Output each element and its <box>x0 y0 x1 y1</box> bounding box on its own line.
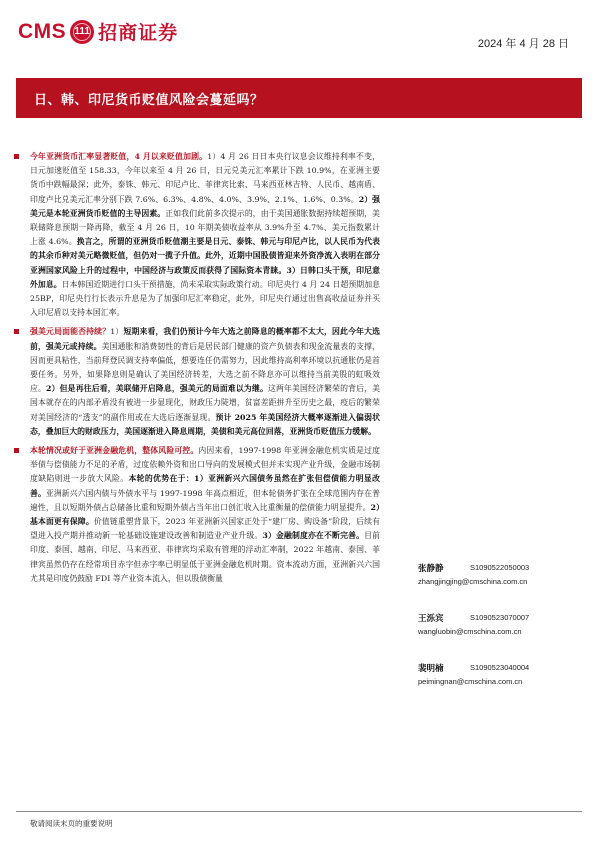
analyst-name: 张静静 <box>418 564 444 574</box>
analyst-name: 裴明楠 <box>418 664 444 674</box>
body-text: 内因来看，1997-1998 年亚洲金融危机实质是过度举债与偿债能力不足的矛盾，过度依赖外资和出口导向的发展模式但并未实现产业升级，金融市场制度缺陷则进一步放大风险。 <box>30 446 380 484</box>
analyst-name: 王泺宾 <box>418 614 444 624</box>
body-text: 亚洲新兴六国内债与外债水平与 1997-1998 年高点相近，但本轮债务扩张在全球范围内存在普遍性，且以短期外债占总储备比重和短期外债占当年出口创汇收入比重衡量的偿债能力明显提升。 <box>30 488 380 512</box>
analyst-cert-number: S1090522050003 <box>470 563 530 572</box>
logo-text-en: CMS <box>18 19 67 43</box>
square-bullet-icon <box>14 154 19 159</box>
main-body <box>30 150 380 591</box>
report-date: 2024 年 4 月 28 日 <box>477 38 569 50</box>
analyst-email[interactable]: wangluobin@cmschina.com.cn <box>418 627 522 636</box>
emphasis-text: 2）强美元是本轮亚洲货币贬值的主导因素。 <box>30 194 380 218</box>
footer-divider <box>16 811 582 812</box>
body-paragraph <box>30 325 380 439</box>
report-header <box>0 0 595 62</box>
analyst-entry <box>418 562 578 612</box>
emphasis-text: 本轮的优势在于：1）亚洲新兴六国债务虽然在扩张但偿债能力明显改善。 <box>30 474 380 498</box>
company-logo <box>18 18 178 45</box>
emphasis-text: 短期来看，我们仍预计今年大选之前降息的概率都不太大，因此今年大选前，强美元或持续。 <box>30 327 381 351</box>
paragraph-heading: 本轮情况或好于亚洲金融危机，整体风险可控。 <box>30 446 199 456</box>
analyst-cert-number: S1090523070007 <box>470 613 530 622</box>
body-text: 1）4 月 26 日日本央行议息会议维持利率不变，日元加速贬值至 158.33，今年以来至 4 月 26 日，日元兑美元汇率累计下跌 10.9%，在亚洲主要货币中跌幅最深；此外，泰铢、韩元、印尼卢比、菲律宾比索、马来西亚林吉特、人民币、越南盾、印度卢比兑美元汇率分别下跌 7.6%、6.3%、4.8%、4.0%、3.9%、2.1%、1.6%、0.3%。 <box>30 152 380 204</box>
body-text: 日本韩国近期进行口头干预措施，尚未采取实际政策行动。印尼央行 4 月 24 日超预期加息 25BP，印尼央行行长表示升息是为了加强印尼汇率稳定，此外，印尼央行通过出售高收益证券并买入印尼盾以支持本国汇率。 <box>30 279 380 318</box>
paragraph-heading: 强美元局面能否持续？ <box>30 327 111 337</box>
body-text: 正如我们此前多次提示的，由于美国通胀数据持续超预期，美联储降息预期一降再降，截至 4 月 26 日，10 年期美债收益率从 3.9%升至 4.7%、美元指数累计上涨 4.6%。 <box>30 208 380 247</box>
emphasis-text: 3）金融制度亦在不断完善。 <box>262 531 365 541</box>
analyst-email[interactable]: peimingnan@cmschina.com.cn <box>418 677 523 686</box>
body-paragraph <box>30 444 380 586</box>
emphasis-text: 换言之，所谓的亚洲货币贬值潮主要是日元、泰铢、韩元与印尼卢比，以人民币为代表的其余币种对美元略微贬值，但仍对一揽子升值。此外，近期中国股债皆迎来外资净流入表明在部分亚洲国家风险上升的过程中，中国经济与政策反而获得了国际资本青睐。3）日韩口头干预，印尼意外加息。 <box>30 237 380 289</box>
body-text: 这两年美国经济繁荣的背后，美国本就存在的内部矛盾没有被进一步显现化，财政压力陡增，贫富差距拼升至历史之最，疫后的繁荣对美国经济的“透支”的副作用或在大选后逐渐显现。 <box>30 384 380 422</box>
logo-emblem-icon: 111 <box>70 20 94 44</box>
title-banner <box>16 78 582 118</box>
emphasis-text: 2）基本面更有保障。 <box>30 502 381 527</box>
body-text: 目前印度、泰国、越南、印尼、马来西亚、菲律宾均采取有管理的浮动汇率制，2022 年越南、泰国、菲律宾虽然仍存在经常项目赤字但赤字率已明显低于亚洲金融危机时期。资本流动方面，亚洲新兴六国尤其是印度仍鼓励 FDI 等产业资本流入，但以股债衡量 <box>30 531 380 583</box>
body-text: 1） <box>110 327 124 337</box>
analyst-contacts <box>418 562 578 712</box>
analyst-cert-number: S1090523040004 <box>470 663 530 672</box>
paragraph-heading: 今年亚洲货币汇率显著贬值，4 月以来贬值加剧。 <box>30 152 208 161</box>
emphasis-text: 预计 2025 年美国经济大概率逐渐进入偏弱状态，叠加巨大的财政压力，美国逐渐进入降息周期，美债和美元高位回落，亚洲货币贬值压力缓解。 <box>30 412 380 436</box>
footer-disclaimer: 敬请阅读末页的重要说明 <box>30 819 113 828</box>
analyst-entry <box>418 612 578 662</box>
analyst-entry <box>418 662 578 712</box>
analyst-email[interactable]: zhangjingjing@cmschina.com.cn <box>418 577 528 586</box>
report-title: 日、韩、印尼货币贬值风险会蔓延吗？ <box>34 93 264 108</box>
body-paragraph <box>30 150 380 320</box>
logo-text-cn: 招商证券 <box>98 22 179 44</box>
square-bullet-icon <box>14 329 19 334</box>
square-bullet-icon <box>14 448 19 453</box>
emphasis-text: 2）但是再往后看，美联储开启降息，强美元的局面难以为继。 <box>46 384 268 394</box>
body-text: 美国通胀和消费韧性的背后是居民部门健康的资产负债表和现金流量表的支撑，因而更具粘性，当前拜登民调支持率偏低，想要连任仍需努力，因此维持高利率环境以抗通胀仍是首要任务。另外，如果降息则是确认了美国经济转差，大选之前不降息亦可以维持当前美股的虹吸效应。 <box>30 341 380 394</box>
body-text: 价值链重塑背景下，2023 年亚洲新兴国家正处于“建厂房、购设备”阶段，后续有望进入投产期并推动新一轮基础设施建设改善和制造业产业升级。 <box>30 517 380 541</box>
